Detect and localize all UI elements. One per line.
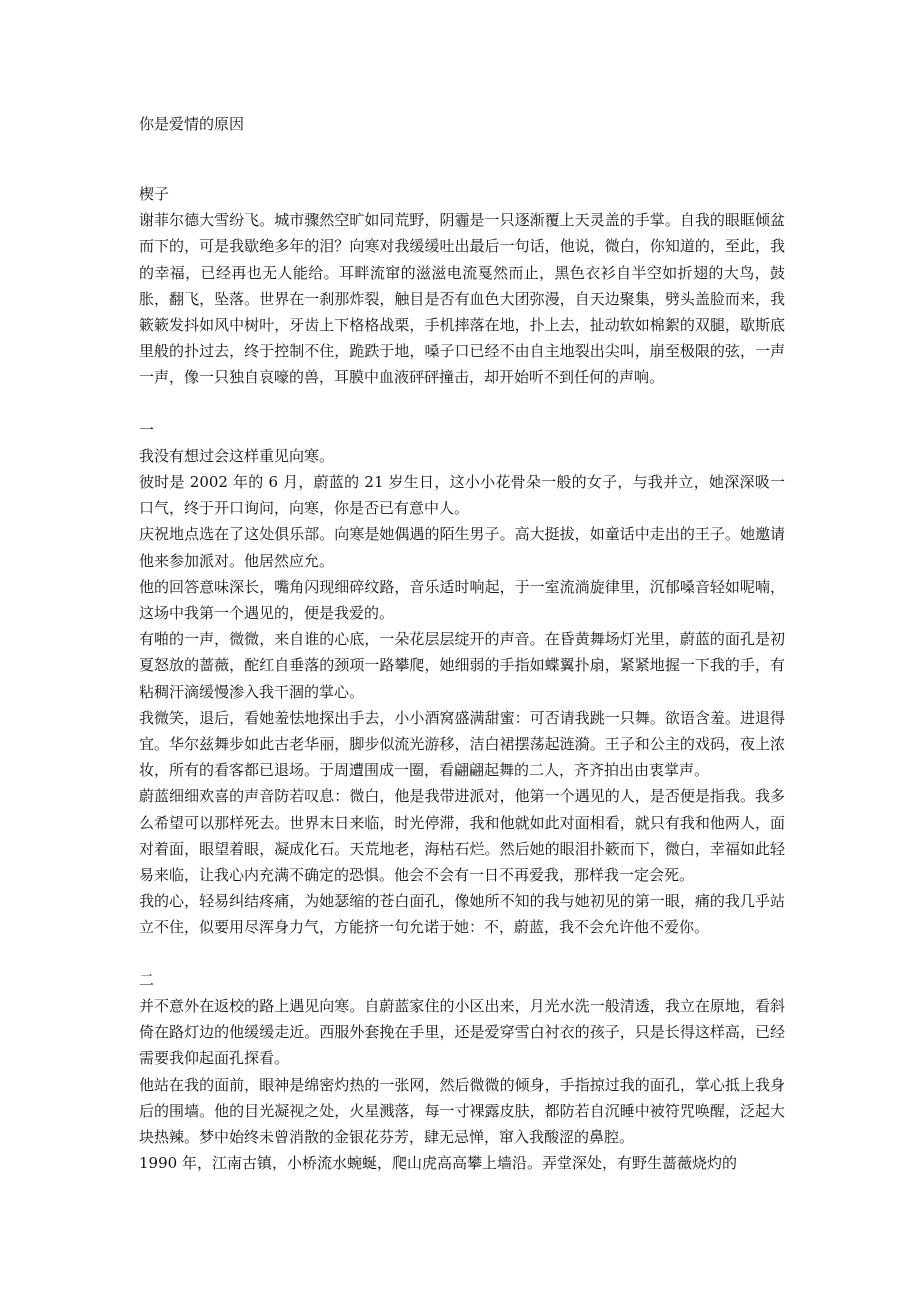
section-one [139, 417, 785, 941]
paragraph: 1990 年，江南古镇，小桥流水蜿蜒，爬山虎高高攀上墙沿。弄堂深处，有野生蔷薇烧灼的 [139, 1154, 737, 1173]
paragraph: 蔚蓝细细欢喜的声音防若叹息：微白，他是我带进派对，他第一个遇见的人，是否便是指我。我多么希望可以那样死去。世界末日来临，时光停滞，我和他就如此对面相看，就只有我和他两人，面对着面，眼望着眼，凝成化石。天荒地老，海枯石烂。然后她的眼泪扑簌而下，微白，幸福如此轻易来临，让我心内充满不确定的恐惧。他会不会有一日不再爱我，那样我一定会死。 [139, 787, 785, 885]
document-body [139, 181, 785, 1176]
paragraph: 彼时是 2002 年的 6 月，蔚蓝的 21 岁生日，这小小花骨朵一般的女子，与我并立，她深深吸一口气，终于开口询问，向寒，你是否已有意中人。 [139, 473, 785, 518]
section-prologue [139, 181, 785, 391]
paragraph: 我微笑，退后，看她羞怯地探出手去，小小酒窝盛满甜蜜：可否请我跳一只舞。欲语含羞。进退得宜。华尔兹舞步如此古老华丽，脚步似流光游移，洁白裙摆荡起涟漪。王子和公主的戏码，夜上浓妆，所有的看客都已退场。于周遭围成一圈，看翩翩起舞的二人，齐齐拍出由衷掌声。 [139, 708, 785, 780]
section-two [139, 967, 785, 1177]
paragraph: 我没有想过会这样重见向寒。 [139, 446, 335, 465]
paragraph: 并不意外在返校的路上遇见向寒。自蔚蓝家住的小区出来，月光水洗一般清透，我立在原地，看斜倚在路灯边的他缓缓走近。西服外套挽在手里，还是爱穿雪白衬衣的孩子，只是长得这样高，已经需要我仰起面孔探看。 [139, 996, 785, 1068]
document-title: 你是爱情的原因 [139, 115, 245, 133]
section-heading: 一 [139, 420, 155, 439]
section-spacer [139, 941, 785, 967]
paragraph: 有啪的一声，微微，来自谁的心底，一朵花层层绽开的声音。在昏黄舞场灯光里，蔚蓝的面孔是初夏怒放的蔷薇，酡红自垂落的颈项一路攀爬，她细弱的手指如蝶翼扑扇，紧紧地握一下我的手，有粘稠汗滴缓慢渗入我干涸的掌心。 [139, 630, 785, 701]
paragraph: 谢菲尔德大雪纷飞。城市骤然空旷如同荒野，阴霾是一只逐渐覆上天灵盖的手掌。自我的眼眶倾盆而下的，可是我歇绝多年的泪？向寒对我缓缓吐出最后一句话，他说，微白，你知道的，至此，我的幸福，已经再也无人能给。耳畔流窜的滋滋电流戛然而止，黑色衣衫自半空如折翅的大鸟，鼓胀，翻飞，坠落。世界在一刹那炸裂，触目是否有血色大团弥漫，自天边聚集，劈头盖脸而来，我簌簌发抖如风中树叶，牙齿上下格格战栗，手机摔落在地，扑上去，扯动软如棉絮的双腿，歇斯底里般的扑过去，终于控制不住，跪跌于地，嗓子口已经不由自主地裂出尖叫，崩至极限的弦，一声一声，像一只独自哀嚎的兽，耳膜中血液砰砰撞击，却开始听不到任何的声响。 [139, 211, 785, 387]
section-heading: 楔子 [139, 185, 170, 203]
paragraph: 他站在我的面前，眼神是绵密灼热的一张网，然后微微的倾身，手指掠过我的面孔，掌心抵上我身后的围墙。他的目光凝视之处，火星溅落，每一寸裸露皮肤，都防若自沉睡中被符咒唤醒，泛起大块热辣。梦中始终未曾消散的金银花芬芳，肆无忌惮，窜入我酸涩的鼻腔。 [139, 1075, 785, 1146]
section-heading: 二 [139, 970, 155, 989]
paragraph: 他的回答意味深长，嘴角闪现细碎纹路，音乐适时响起，于一室流淌旋律里，沉郁嗓音轻如呢喃，这场中我第一个遇见的，便是我爱的。 [139, 577, 785, 623]
paragraph: 我的心，轻易纠结疼痛，为她瑟缩的苍白面孔，像她所不知的我与她初见的第一眼，痛的我几乎站立不住，似要用尽浑身力气，方能挤一句允诺于她：不，蔚蓝，我不会允许他不爱你。 [139, 892, 785, 937]
paragraph: 庆祝地点选在了这处俱乐部。向寒是她偶遇的陌生男子。高大挺拔，如童话中走出的王子。她邀请他来参加派对。他居然应允。 [139, 525, 785, 570]
section-spacer [139, 391, 785, 417]
